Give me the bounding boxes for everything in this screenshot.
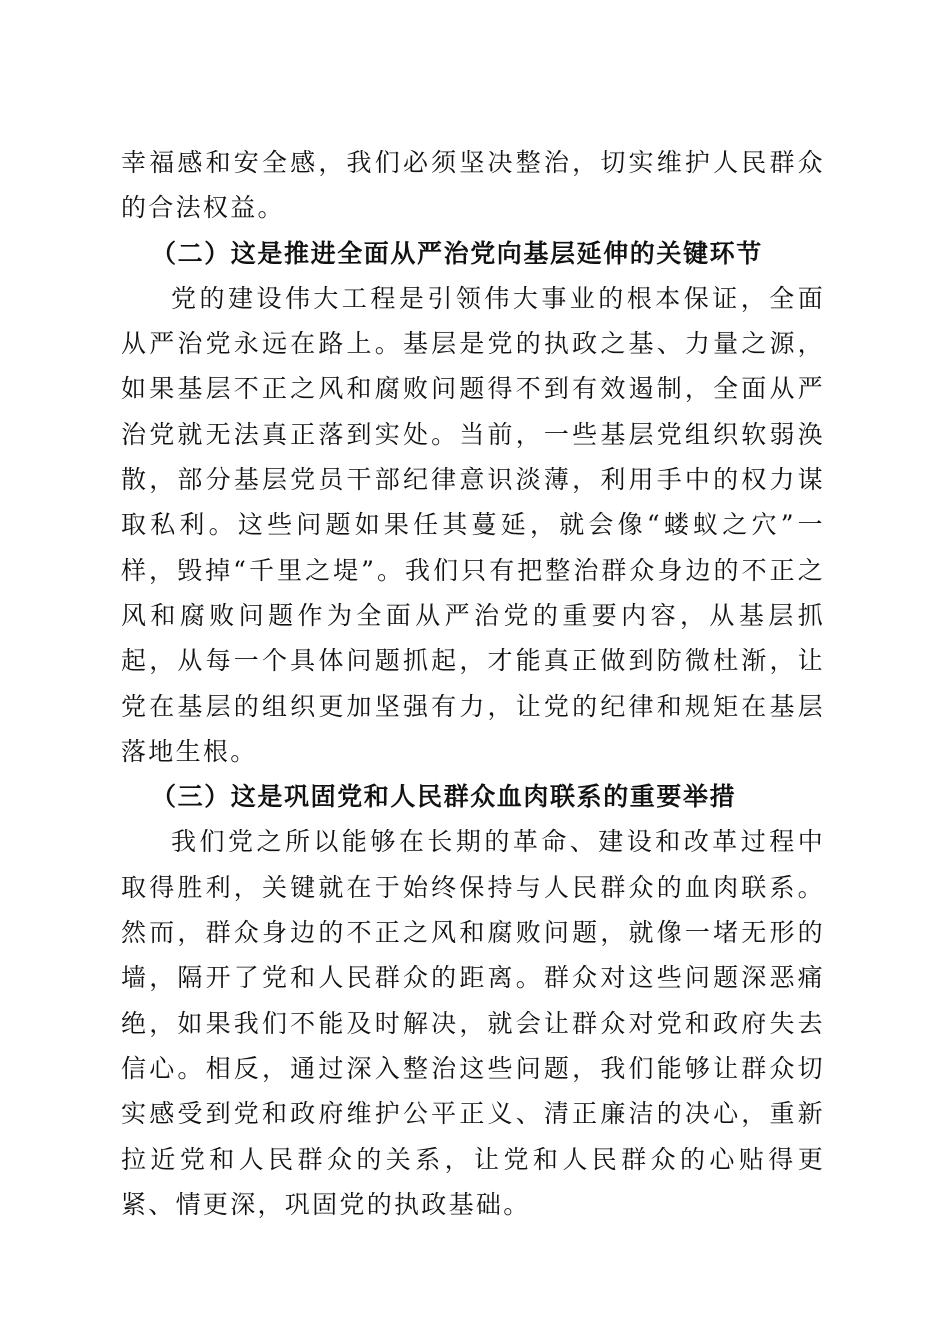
document-body (121, 140, 825, 1227)
section-heading-2: （二）这是推进全面从严治党向基层延伸的关键环节 (151, 238, 763, 268)
body-paragraph-3: 我们党之所以能够在长期的革命、建设和改革过程中取得胜利，关键就在于始终保持与人民群众的血肉联系。然而，群众身边的不正之风和腐败问题，就像一堵无形的墙，隔开了党和人民群众的距离。群众对这些问题深恶痛绝，如果我们不能及时解决，就会让群众对党和政府失去信心。相反，通过深入整治这些问题，我们能够让群众切实感受到党和政府维护公平正义、清正廉洁的决心，重新拉近党和人民群众的关系，让党和人民群众的心贴得更紧、情更深，巩固党的执政基础。 (121, 827, 825, 1219)
continuation-paragraph: 幸福感和安全感，我们必须坚决整治，切实维护人民群众的合法权益。 (121, 148, 825, 223)
section-heading-3: （三）这是巩固党和人民群众血肉联系的重要举措 (151, 782, 737, 812)
body-paragraph-2: 党的建设伟大工程是引领伟大事业的根本保证，全面从严治党永远在路上。基层是党的执政之基、力量之源，如果基层不正之风和腐败问题得不到有效遏制，全面从严治党就无法真正落到实处。当前，一些基层党组织软弱涣散，部分基层党员干部纪律意识淡薄，利用手中的权力谋取私利。这些问题如果任其蔓延，就会像“蝼蚁之穴”一样，毁掉“千里之堤”。我们只有把整治群众身边的不正之风和腐败问题作为全面从严治党的重要内容，从基层抓起，从每一个具体问题抓起，才能真正做到防微杜渐，让党在基层的组织更加坚强有力，让党的纪律和规矩在基层落地生根。 (121, 283, 825, 766)
